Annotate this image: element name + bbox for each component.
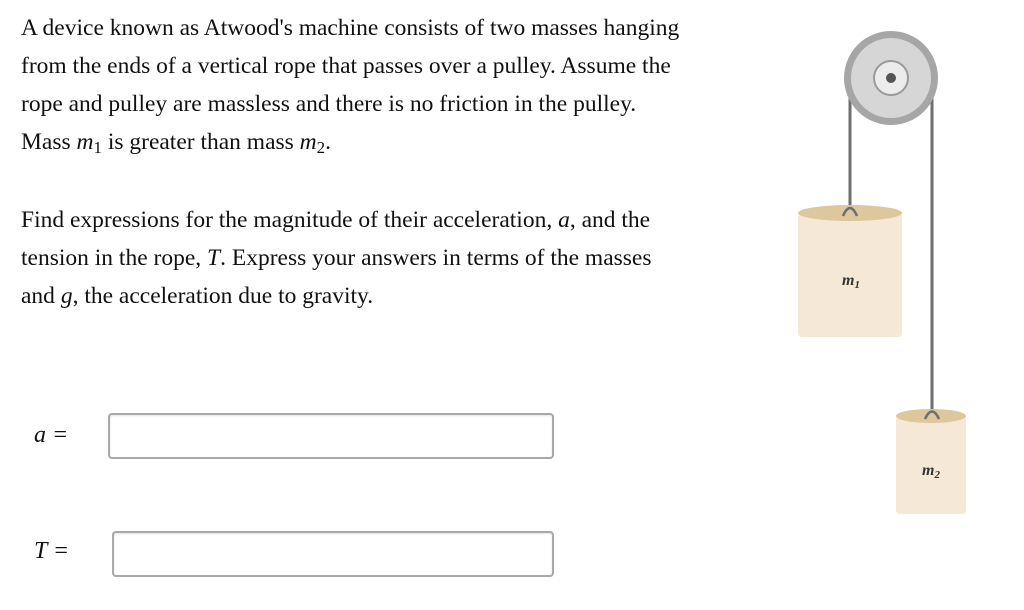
problem-paragraph-2: Find expressions for the magnitude of their acceleration, a, and the tension in the rope, T. Express your answers in terms of the masses and g, the acceleration due to gravity. (21, 207, 652, 310)
acceleration-answer-input[interactable] (108, 413, 554, 459)
problem-paragraph-1: A device known as Atwood's machine consists of two masses hanging from the ends of a vertical rope that passes over a pulley. Assume the rope and pulley are massless and there is no friction in the pulley. Mass $m_1$ is greater than mass $m_2$. (21, 15, 680, 158)
m2-symbol: $m_2$ (299, 129, 326, 158)
pulley-axle (886, 73, 896, 83)
mass-1 (798, 205, 902, 337)
atwood-machine-figure (780, 20, 980, 520)
tension-symbol: T (207, 245, 221, 272)
acceleration-symbol: a (558, 207, 570, 234)
pulley (844, 31, 938, 125)
gravity-symbol: g (60, 283, 73, 310)
mass-2 (896, 409, 966, 514)
m1-symbol: $m_1$ (76, 129, 102, 158)
problem-statement (21, 9, 681, 315)
tension-answer-label: T = (34, 538, 70, 564)
mass-1-label: m1 (842, 272, 860, 291)
acceleration-answer-label: a = (34, 422, 69, 448)
mass-2-label: m2 (922, 462, 940, 481)
tension-answer-input[interactable] (112, 531, 554, 577)
